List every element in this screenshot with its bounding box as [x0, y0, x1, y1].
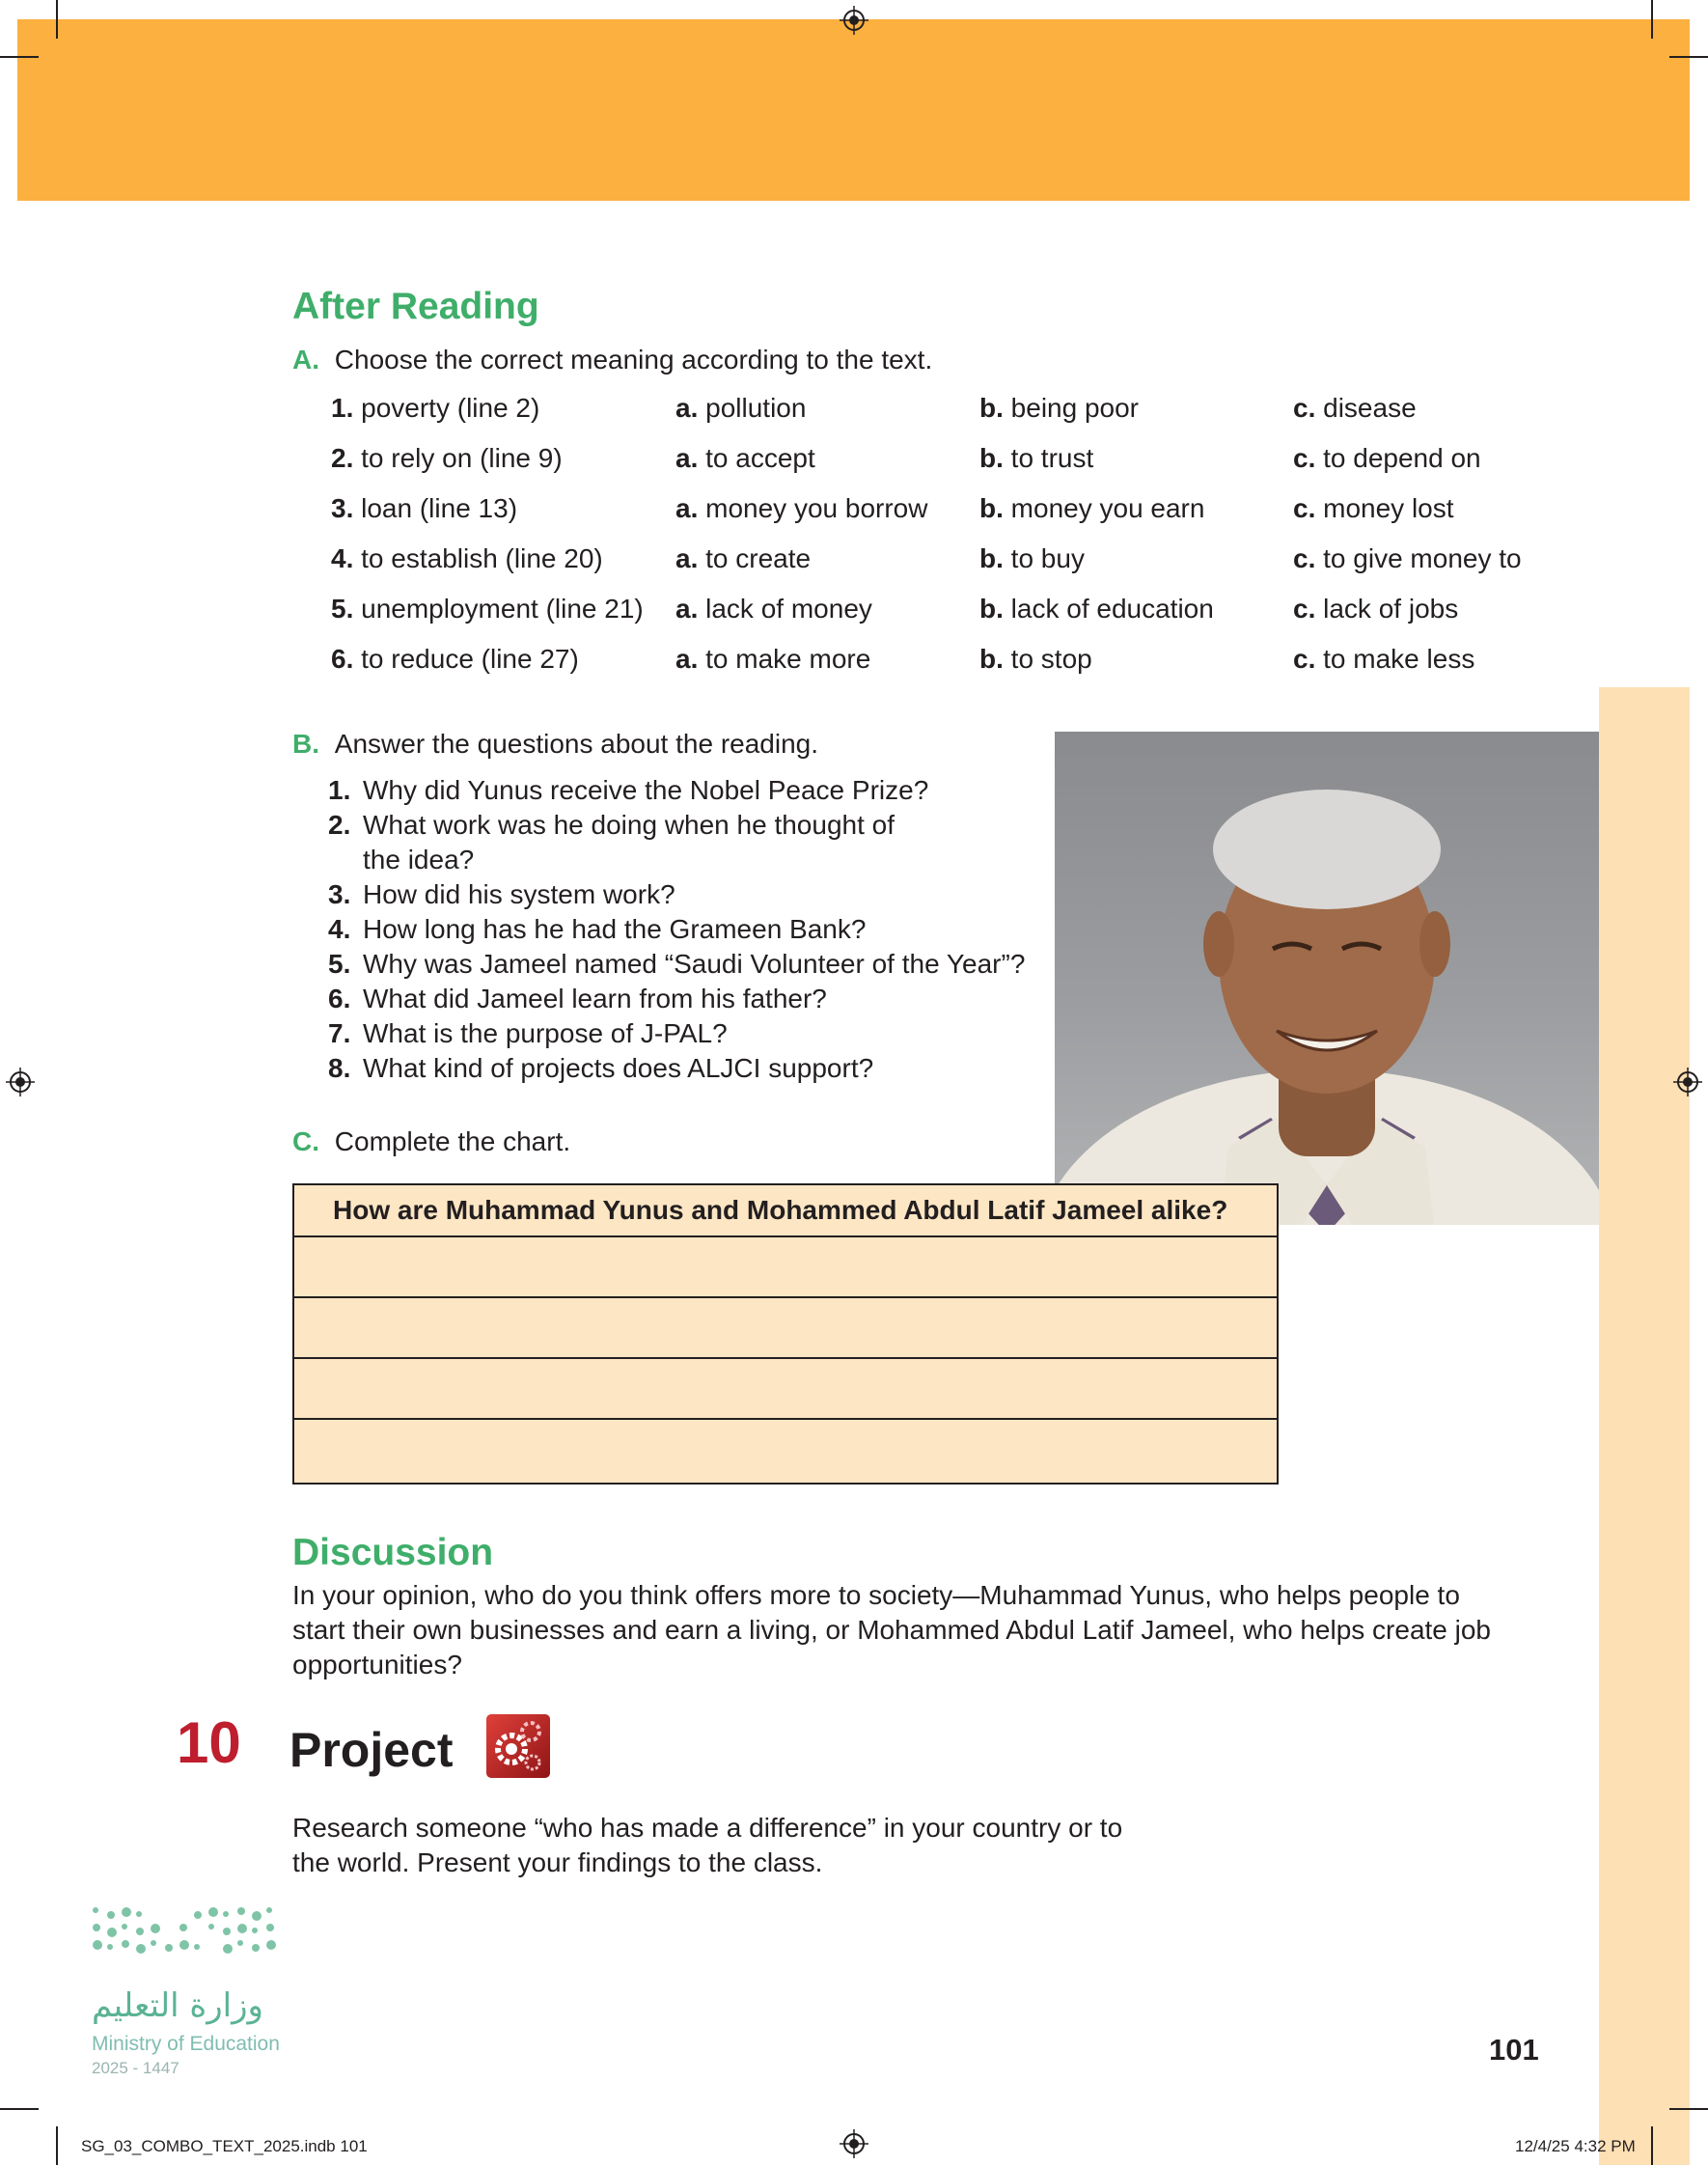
comparison-chart	[292, 1183, 1279, 1485]
option-text: being poor	[1010, 393, 1140, 423]
option-letter: c.	[1293, 393, 1316, 423]
item-number: 1.	[331, 393, 354, 423]
question-item	[328, 773, 928, 808]
logo-dot	[252, 1911, 262, 1921]
option-letter: c.	[1293, 443, 1316, 473]
ministry-logo-icon	[93, 1907, 290, 1965]
project-number: 10	[177, 1710, 241, 1775]
option-letter: b.	[979, 594, 1004, 624]
logo-dot	[194, 1911, 202, 1919]
vocab-option-b	[979, 439, 1093, 478]
question-item	[328, 877, 675, 912]
option-text: money you borrow	[705, 493, 928, 523]
option-letter: c.	[1293, 493, 1316, 523]
letter-a: A.	[292, 345, 319, 375]
discussion-line: opportunities?	[292, 1650, 462, 1679]
logo-dot	[136, 1911, 142, 1917]
option-text: to buy	[1010, 543, 1085, 573]
option-text: to make less	[1323, 644, 1475, 674]
instruction-a-text: Choose the correct meaning according to the text.	[334, 345, 933, 375]
vocab-term: loan (line 13)	[361, 493, 518, 523]
vocab-option-c	[1293, 590, 1458, 628]
option-text: pollution	[705, 393, 807, 423]
logo-dot	[237, 1907, 245, 1915]
logo-dot	[252, 1928, 258, 1933]
vocab-term: to reduce (line 27)	[361, 644, 579, 674]
side-band	[1599, 687, 1690, 2165]
vocab-option-b	[979, 389, 1139, 428]
logo-dot	[266, 1907, 272, 1913]
option-text: to give money to	[1323, 543, 1522, 573]
option-letter: a.	[675, 493, 699, 523]
chart-answer-row[interactable]	[294, 1420, 1277, 1479]
question-text: How long has he had the Grameen Bank?	[363, 914, 867, 944]
option-text: money lost	[1323, 493, 1454, 523]
gears-icon	[486, 1714, 550, 1778]
option-letter: a.	[675, 594, 699, 624]
chart-answer-row[interactable]	[294, 1359, 1277, 1420]
crop-mark	[1669, 56, 1708, 58]
footer-file-slug: SG_03_COMBO_TEXT_2025.indb 101	[81, 2137, 368, 2155]
option-text: to stop	[1010, 644, 1092, 674]
vocab-item	[331, 489, 517, 528]
vocab-item	[331, 590, 644, 628]
vocab-term: poverty (line 2)	[361, 393, 540, 423]
question-item	[328, 843, 474, 877]
option-letter: c.	[1293, 594, 1316, 624]
logo-dot	[122, 1924, 127, 1929]
option-text: to make more	[705, 644, 871, 674]
crop-mark	[0, 56, 39, 58]
item-number: 2.	[331, 443, 354, 473]
vocab-option-c	[1293, 389, 1417, 428]
crop-mark	[1651, 2126, 1653, 2165]
option-text: lack of money	[705, 594, 872, 624]
footer-timestamp: 12/4/25 4:32 PM	[1515, 2137, 1636, 2155]
question-item	[328, 912, 866, 947]
logo-dot	[208, 1907, 218, 1917]
discussion-line: In your opinion, who do you think offers more to society—Muhammad Yunus, who helps people to	[292, 1580, 1460, 1610]
chart-answer-row[interactable]	[294, 1237, 1277, 1298]
logo-dot	[223, 1944, 233, 1954]
vocab-option-c	[1293, 489, 1454, 528]
registration-mark-icon	[1673, 1068, 1702, 1096]
question-text: Why was Jameel named “Saudi Volunteer of the Year”?	[363, 949, 1026, 979]
instruction-a	[292, 343, 932, 377]
ministry-year: 2025 - 1447	[92, 2059, 179, 2077]
logo-dot	[93, 1907, 98, 1913]
portrait-photo	[1055, 732, 1599, 1225]
question-text: Why did Yunus receive the Nobel Peace Prize?	[363, 775, 929, 805]
option-letter: b.	[979, 393, 1004, 423]
logo-dot	[93, 1940, 102, 1950]
crop-mark	[56, 0, 58, 39]
logo-dot	[107, 1944, 113, 1950]
crop-mark	[0, 2108, 39, 2110]
discussion-line: start their own businesses and earn a living, or Mohammed Abdul Latif Jameel, who helps create job	[292, 1615, 1492, 1645]
vocab-option-b	[979, 590, 1214, 628]
question-number: 4.	[328, 914, 351, 944]
ministry-english-name: Ministry of Education	[92, 2033, 280, 2055]
vocab-option-c	[1293, 439, 1481, 478]
option-text: money you earn	[1010, 493, 1205, 523]
question-number: 6.	[328, 984, 351, 1013]
instruction-c-text: Complete the chart.	[334, 1126, 571, 1156]
registration-mark-icon	[840, 2129, 868, 2158]
logo-dot	[93, 1924, 100, 1931]
project-line: the world. Present your findings to the class.	[292, 1847, 823, 1877]
logo-dot	[165, 1944, 173, 1952]
section-title-discussion: Discussion	[292, 1532, 494, 1573]
option-text: to trust	[1010, 443, 1094, 473]
item-number: 6.	[331, 644, 354, 674]
vocab-option-c	[1293, 540, 1522, 578]
vocab-option-a	[675, 439, 815, 478]
question-number: 5.	[328, 949, 351, 979]
question-item	[328, 982, 827, 1016]
option-letter: b.	[979, 493, 1004, 523]
vocab-option-c	[1293, 640, 1474, 679]
option-letter: a.	[675, 543, 699, 573]
item-number: 3.	[331, 493, 354, 523]
letter-c: C.	[292, 1126, 319, 1156]
question-item	[328, 1051, 873, 1086]
vocab-option-a	[675, 640, 870, 679]
logo-dot	[136, 1928, 144, 1935]
option-letter: b.	[979, 543, 1004, 573]
logo-dot	[223, 1911, 229, 1917]
crop-mark	[1669, 2108, 1708, 2110]
vocab-option-b	[979, 640, 1092, 679]
vocab-option-a	[675, 489, 927, 528]
logo-dot	[151, 1940, 156, 1946]
option-letter: c.	[1293, 543, 1316, 573]
question-item	[328, 947, 1025, 982]
option-letter: c.	[1293, 644, 1316, 674]
vocab-option-a	[675, 540, 811, 578]
logo-dot	[179, 1940, 189, 1950]
vocab-term: to rely on (line 9)	[361, 443, 563, 473]
project-text	[292, 1811, 1122, 1880]
item-number: 5.	[331, 594, 354, 624]
logo-dot	[266, 1924, 274, 1931]
section-title-after-reading: After Reading	[292, 286, 539, 327]
question-text: What did Jameel learn from his father?	[363, 984, 827, 1013]
instruction-b-text: Answer the questions about the reading.	[334, 729, 819, 759]
crop-mark	[56, 2126, 58, 2165]
project-line: Research someone “who has made a difference” in your country or to	[292, 1813, 1123, 1843]
discussion-text	[292, 1578, 1491, 1682]
logo-dot	[122, 1907, 131, 1917]
option-text: disease	[1323, 393, 1417, 423]
project-title: Project	[289, 1723, 454, 1777]
option-text: lack of education	[1010, 594, 1214, 624]
option-text: to create	[705, 543, 812, 573]
option-letter: b.	[979, 443, 1004, 473]
page-number: 101	[1489, 2033, 1539, 2067]
instruction-c	[292, 1124, 570, 1159]
question-number: 1.	[328, 775, 351, 805]
question-text: What work was he doing when he thought of	[363, 810, 895, 840]
vocab-option-b	[979, 489, 1204, 528]
option-text: to accept	[705, 443, 815, 473]
vocab-option-a	[675, 389, 806, 428]
vocab-item	[331, 540, 603, 578]
letter-b: B.	[292, 729, 319, 759]
option-letter: b.	[979, 644, 1004, 674]
vocab-item	[331, 389, 539, 428]
question-number: 2.	[328, 810, 351, 840]
crop-mark	[1651, 0, 1653, 39]
registration-mark-icon	[6, 1068, 35, 1096]
question-number: 7.	[328, 1018, 351, 1048]
logo-dot	[136, 1944, 146, 1954]
question-item	[328, 808, 895, 843]
chart-header: How are Muhammad Yunus and Mohammed Abdul Latif Jameel alike?	[294, 1185, 1277, 1237]
option-text: to depend on	[1323, 443, 1481, 473]
question-text: the idea?	[363, 845, 475, 874]
logo-dot	[107, 1928, 117, 1937]
logo-dot	[266, 1940, 276, 1950]
logo-dot	[151, 1924, 160, 1933]
logo-dot	[179, 1924, 187, 1931]
logo-dot	[107, 1911, 115, 1919]
item-number: 4.	[331, 543, 354, 573]
option-letter: a.	[675, 644, 699, 674]
vocab-term: unemployment (line 21)	[361, 594, 644, 624]
question-item	[328, 1016, 728, 1051]
vocab-term: to establish (line 20)	[361, 543, 603, 573]
chart-answer-row[interactable]	[294, 1298, 1277, 1359]
vocab-option-a	[675, 590, 872, 628]
registration-mark-icon	[840, 6, 868, 35]
ministry-arabic-name: وزارة التعليم	[92, 1986, 263, 2025]
question-number: 8.	[328, 1053, 351, 1083]
option-letter: a.	[675, 443, 699, 473]
instruction-b	[292, 727, 818, 762]
logo-dot	[252, 1944, 260, 1952]
logo-dot	[237, 1924, 247, 1933]
vocab-option-b	[979, 540, 1085, 578]
question-number: 3.	[328, 879, 351, 909]
logo-dot	[194, 1944, 200, 1950]
logo-dot	[208, 1924, 214, 1929]
vocab-item	[331, 640, 579, 679]
header-band	[17, 19, 1690, 201]
vocab-item	[331, 439, 563, 478]
question-text: How did his system work?	[363, 879, 675, 909]
question-text: What kind of projects does ALJCI support?	[363, 1053, 874, 1083]
logo-dot	[122, 1940, 129, 1948]
logo-dot	[223, 1928, 231, 1935]
logo-dot	[237, 1940, 243, 1946]
option-letter: a.	[675, 393, 699, 423]
question-text: What is the purpose of J-PAL?	[363, 1018, 728, 1048]
option-text: lack of jobs	[1323, 594, 1459, 624]
